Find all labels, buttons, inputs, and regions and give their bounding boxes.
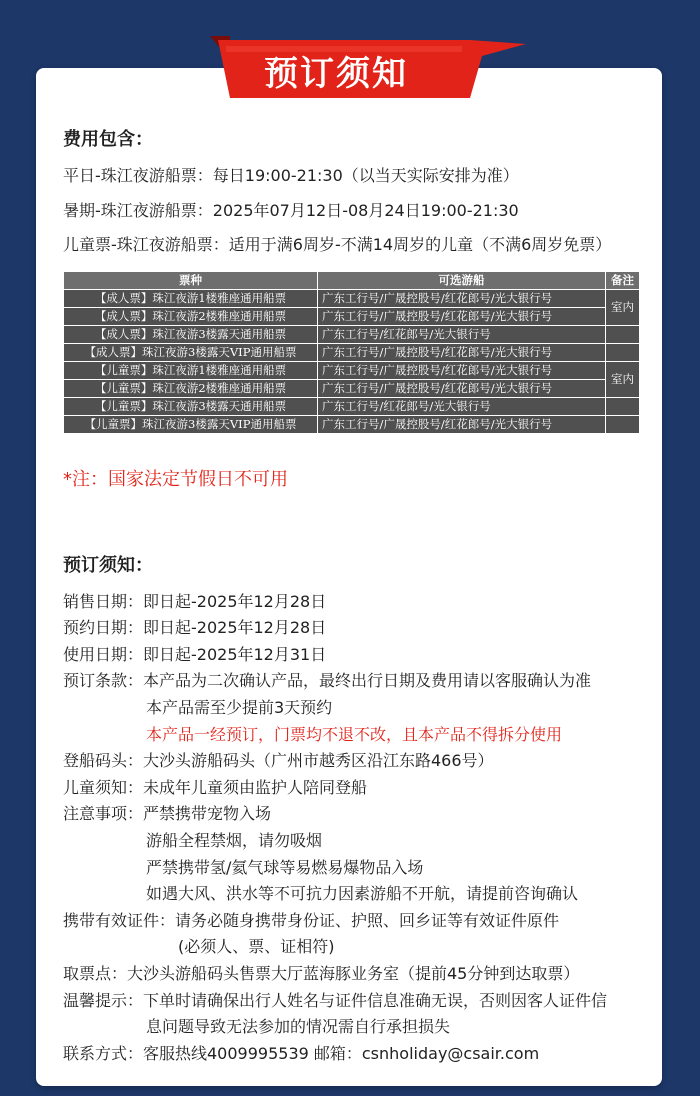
boats-cell: 广东工行号/广晟控股号/红花郎号/光大银行号 [318,416,606,434]
table-row [64,290,640,308]
terms-line-1: 预订条款：本产品为二次确认产品，最终出行日期及费用请以客服确认为准 [63,671,592,690]
table-row [64,362,640,380]
attention-line-2: 游船全程禁烟，请勿吸烟 [146,831,323,850]
table-header-boats: 可选游船 [318,272,606,290]
table-header-type: 票种 [64,272,318,290]
attention-line-4: 如遇大风、洪水等不可抗力因素游船不开航，请提前咨询确认 [146,884,579,903]
use-date: 使用日期：即日起-2025年12月31日 [63,645,327,664]
table-row [64,380,640,398]
note-cell: 室内 [606,362,640,398]
note-cell-empty [606,398,640,416]
ticket-type-cell: 【儿童票】珠江夜游1楼雅座通用船票 [64,362,318,380]
note-cell-empty [606,344,640,362]
pier-line: 登船码头：大沙头游船码头（广州市越秀区沿江东路466号） [63,751,494,770]
boats-cell: 广东工行号/红花郎号/光大银行号 [318,398,606,416]
terms-line-2: 本产品需至少提前3天预约 [146,698,333,717]
id-line-2: (必须人、票、证相符) [178,937,335,956]
booking-heading: 预订须知： [63,555,153,576]
boats-cell: 广东工行号/广晟控股号/红花郎号/光大银行号 [318,290,606,308]
holiday-note: *注：国家法定节假日不可用 [63,469,288,490]
boats-cell: 广东工行号/广晟控股号/红花郎号/光大银行号 [318,344,606,362]
attention-line-1: 注意事项：严禁携带宠物入场 [63,804,272,823]
table-row [64,416,640,434]
note-cell-empty [606,326,640,344]
table-header-row [64,272,640,290]
fee-line-summer: 暑期-珠江夜游船票：2025年07月12日-08月24日19:00-21:30 [63,201,519,220]
pickup-line: 取票点：大沙头游船码头售票大厅蓝海豚业务室（提前45分钟到达取票） [63,964,580,983]
tips-line-1: 温馨提示：下单时请确保出行人姓名与证件信息准确无误，否则因客人证件信 [63,991,608,1010]
boats-cell: 广东工行号/广晟控股号/红花郎号/光大银行号 [318,308,606,326]
ticket-type-cell: 【儿童票】珠江夜游3楼露天VIP通用船票 [64,416,318,434]
title-banner [0,0,700,110]
fee-line-child: 儿童票-珠江夜游船票：适用于满6周岁-不满14周岁的儿童（不满6周岁免票） [63,235,612,254]
boats-cell: 广东工行号/广晟控股号/红花郎号/光大银行号 [318,380,606,398]
note-cell-empty [606,416,640,434]
ticket-type-cell: 【成人票】珠江夜游1楼雅座通用船票 [64,290,318,308]
ticket-type-cell: 【成人票】珠江夜游2楼雅座通用船票 [64,308,318,326]
fee-line-weekday: 平日-珠江夜游船票：每日19:00-21:30（以当天实际安排为准） [63,166,519,185]
ticket-table [63,271,640,434]
boats-cell: 广东工行号/广晟控股号/红花郎号/光大银行号 [318,362,606,380]
table-row [64,326,640,344]
terms-warning: 本产品一经预订，门票均不退不改，且本产品不得拆分使用 [146,725,563,744]
table-row [64,308,640,326]
contact-line: 联系方式：客服热线4009995539 邮箱：csnholiday@csair.com [63,1044,540,1063]
note-cell: 室内 [606,290,640,326]
child-line: 儿童须知：未成年儿童须由监护人陪同登船 [63,778,368,797]
table-header-note: 备注 [606,272,640,290]
fees-heading: 费用包含： [63,129,153,150]
book-date: 预约日期：即日起-2025年12月28日 [63,618,327,637]
table-row [64,398,640,416]
boats-cell: 广东工行号/红花郎号/光大银行号 [318,326,606,344]
table-row [64,344,640,362]
tips-line-2: 息问题导致无法参加的情况需自行承担损失 [146,1017,451,1036]
banner-title: 预订须知 [264,53,408,94]
ticket-type-cell: 【儿童票】珠江夜游3楼露天通用船票 [64,398,318,416]
ticket-type-cell: 【成人票】珠江夜游3楼露天VIP通用船票 [64,344,318,362]
ticket-type-cell: 【儿童票】珠江夜游2楼雅座通用船票 [64,380,318,398]
attention-line-3: 严禁携带氢/氦气球等易燃易爆物品入场 [146,858,424,877]
ticket-type-cell: 【成人票】珠江夜游3楼露天通用船票 [64,326,318,344]
sale-date: 销售日期：即日起-2025年12月28日 [63,592,327,611]
id-line-1: 携带有效证件：请务必随身携带身份证、护照、回乡证等有效证件原件 [63,911,560,930]
